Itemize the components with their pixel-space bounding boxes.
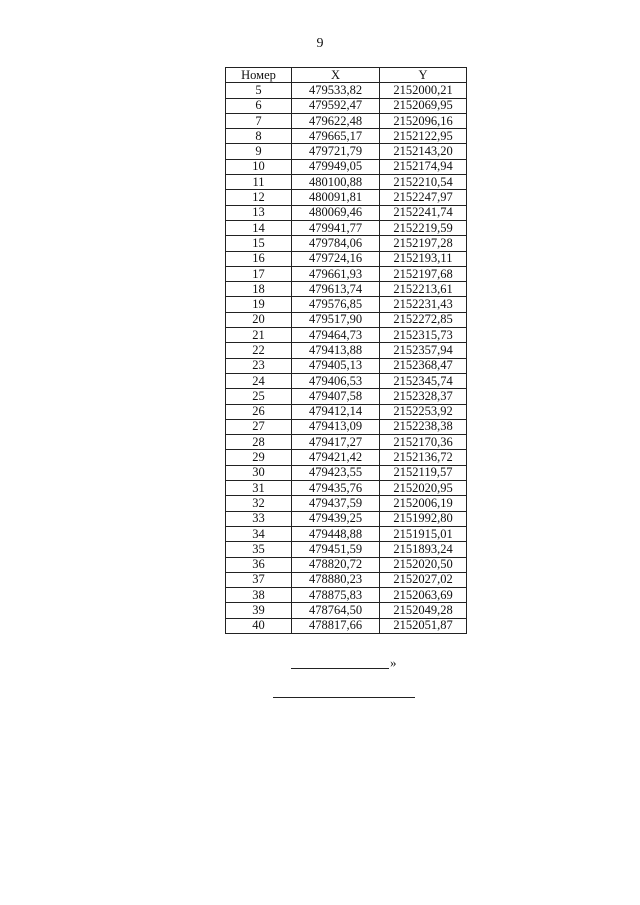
cell-number: 27 [226,419,292,434]
table-row [226,603,467,618]
cell-y: 2152049,28 [380,603,467,618]
cell-y: 2152328,37 [380,389,467,404]
cell-y: 2152051,87 [380,618,467,633]
table-row [226,435,467,450]
table-row [226,297,467,312]
cell-number: 15 [226,236,292,251]
cell-number: 32 [226,496,292,511]
cell-y: 2152315,73 [380,328,467,343]
cell-number: 17 [226,266,292,281]
cell-x: 479406,53 [292,373,380,388]
header-number: Номер [226,68,292,83]
cell-x: 479622,48 [292,113,380,128]
table-row [226,328,467,343]
cell-y: 2152247,97 [380,190,467,205]
cell-x: 479413,09 [292,419,380,434]
table-body [226,83,467,634]
table-row [226,542,467,557]
cell-y: 2152357,94 [380,343,467,358]
cell-number: 21 [226,328,292,343]
coordinates-table [225,67,467,634]
signature-blank-line [291,656,389,669]
cell-number: 36 [226,557,292,572]
cell-y: 2151915,01 [380,526,467,541]
header-x: X [292,68,380,83]
table-row [226,113,467,128]
header-y: Y [380,68,467,83]
cell-x: 479405,13 [292,358,380,373]
table-row [226,618,467,633]
cell-x: 479721,79 [292,144,380,159]
cell-x: 479437,59 [292,496,380,511]
cell-number: 22 [226,343,292,358]
cell-x: 479407,58 [292,389,380,404]
cell-y: 2152272,85 [380,312,467,327]
table-row [226,511,467,526]
cell-x: 478817,66 [292,618,380,633]
cell-y: 2152253,92 [380,404,467,419]
cell-y: 2152213,61 [380,282,467,297]
cell-y: 2152219,59 [380,220,467,235]
cell-y: 2152143,20 [380,144,467,159]
table-row [226,343,467,358]
cell-x: 478764,50 [292,603,380,618]
cell-number: 37 [226,572,292,587]
cell-number: 29 [226,450,292,465]
cell-number: 19 [226,297,292,312]
cell-y: 2152119,57 [380,465,467,480]
cell-y: 2152020,95 [380,481,467,496]
cell-y: 2152006,19 [380,496,467,511]
cell-number: 39 [226,603,292,618]
cell-x: 478820,72 [292,557,380,572]
cell-y: 2151893,24 [380,542,467,557]
separator-line [273,697,415,698]
cell-number: 31 [226,481,292,496]
cell-x: 479439,25 [292,511,380,526]
cell-y: 2151992,80 [380,511,467,526]
cell-y: 2152193,11 [380,251,467,266]
cell-number: 34 [226,526,292,541]
cell-number: 8 [226,129,292,144]
table-row [226,83,467,98]
cell-x: 478880,23 [292,572,380,587]
table-row [226,358,467,373]
cell-y: 2152174,94 [380,159,467,174]
table-row [226,572,467,587]
cell-y: 2152345,74 [380,373,467,388]
cell-number: 12 [226,190,292,205]
cell-number: 5 [226,83,292,98]
cell-x: 480100,88 [292,175,380,190]
table-row [226,481,467,496]
cell-number: 25 [226,389,292,404]
cell-number: 11 [226,175,292,190]
cell-y: 2152210,54 [380,175,467,190]
cell-x: 479661,93 [292,266,380,281]
closing-quote-mark: » [390,655,397,670]
cell-y: 2152368,47 [380,358,467,373]
cell-x: 480091,81 [292,190,380,205]
table-row [226,404,467,419]
cell-number: 16 [226,251,292,266]
cell-y: 2152122,95 [380,129,467,144]
cell-number: 28 [226,435,292,450]
cell-y: 2152231,43 [380,297,467,312]
cell-number: 7 [226,113,292,128]
cell-number: 6 [226,98,292,113]
cell-y: 2152027,02 [380,572,467,587]
table-row [226,190,467,205]
table-row [226,159,467,174]
table-row [226,98,467,113]
cell-x: 479412,14 [292,404,380,419]
cell-x: 478875,83 [292,588,380,603]
table-row [226,588,467,603]
cell-x: 479949,05 [292,159,380,174]
cell-x: 479517,90 [292,312,380,327]
table-row [226,266,467,281]
closing-line [291,656,397,669]
table-row [226,389,467,404]
table-row [226,144,467,159]
cell-x: 479423,55 [292,465,380,480]
cell-number: 9 [226,144,292,159]
cell-x: 479613,74 [292,282,380,297]
cell-x: 479451,59 [292,542,380,557]
cell-number: 40 [226,618,292,633]
table-row [226,465,467,480]
table-row [226,205,467,220]
cell-y: 2152197,28 [380,236,467,251]
cell-x: 479941,77 [292,220,380,235]
cell-x: 479417,27 [292,435,380,450]
cell-y: 2152020,50 [380,557,467,572]
cell-y: 2152063,69 [380,588,467,603]
cell-x: 479533,82 [292,83,380,98]
cell-y: 2152069,95 [380,98,467,113]
cell-number: 14 [226,220,292,235]
cell-number: 23 [226,358,292,373]
table-row [226,312,467,327]
page-number: 9 [316,36,324,51]
table-row [226,282,467,297]
cell-number: 35 [226,542,292,557]
table-row [226,373,467,388]
table-row [226,557,467,572]
cell-number: 33 [226,511,292,526]
cell-x: 479435,76 [292,481,380,496]
cell-x: 479724,16 [292,251,380,266]
cell-x: 480069,46 [292,205,380,220]
cell-y: 2152096,16 [380,113,467,128]
table-row [226,251,467,266]
cell-number: 30 [226,465,292,480]
cell-x: 479448,88 [292,526,380,541]
table-row [226,129,467,144]
cell-x: 479784,06 [292,236,380,251]
cell-x: 479464,73 [292,328,380,343]
cell-y: 2152136,72 [380,450,467,465]
table-row [226,220,467,235]
cell-number: 18 [226,282,292,297]
cell-x: 479665,17 [292,129,380,144]
cell-x: 479413,88 [292,343,380,358]
cell-y: 2152241,74 [380,205,467,220]
cell-number: 10 [226,159,292,174]
table-row [226,236,467,251]
table-row [226,419,467,434]
cell-y: 2152197,68 [380,266,467,281]
table-row [226,450,467,465]
cell-x: 479576,85 [292,297,380,312]
cell-number: 26 [226,404,292,419]
cell-number: 24 [226,373,292,388]
cell-number: 20 [226,312,292,327]
cell-x: 479421,42 [292,450,380,465]
table-row [226,175,467,190]
cell-number: 13 [226,205,292,220]
table-row [226,526,467,541]
table-header-row [226,68,467,83]
cell-y: 2152000,21 [380,83,467,98]
cell-y: 2152238,38 [380,419,467,434]
cell-x: 479592,47 [292,98,380,113]
cell-number: 38 [226,588,292,603]
cell-y: 2152170,36 [380,435,467,450]
table-row [226,496,467,511]
